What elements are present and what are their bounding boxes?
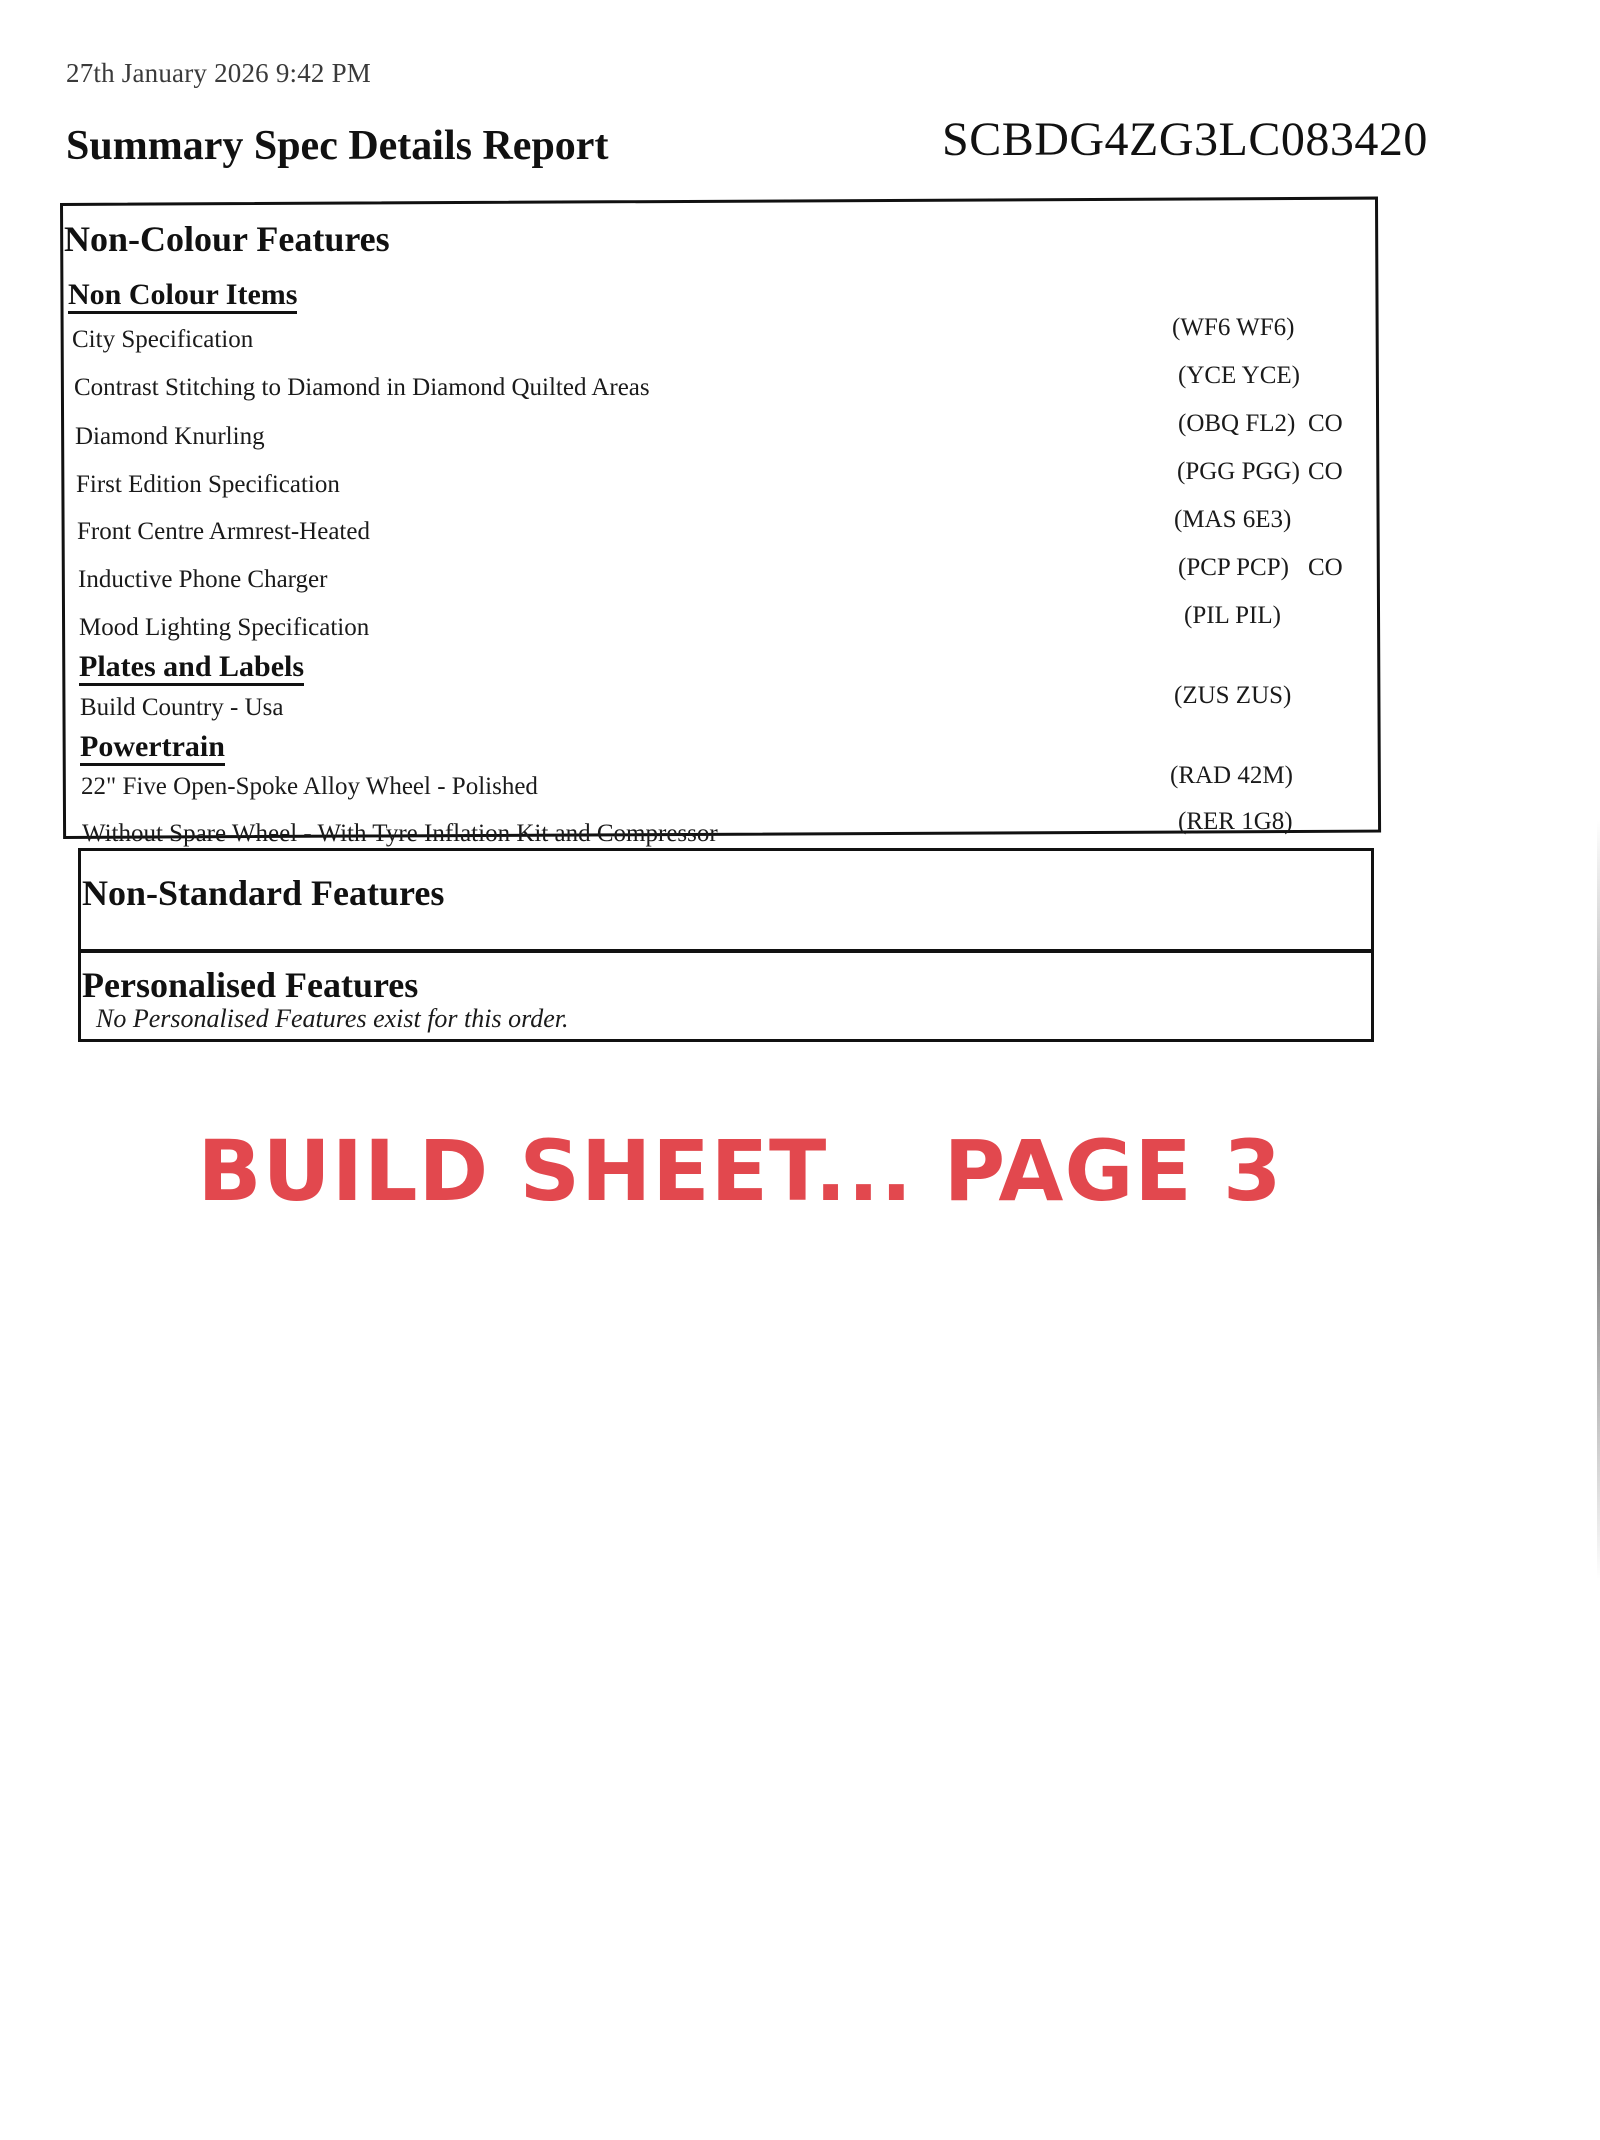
item-flag: CO <box>1308 554 1343 581</box>
item-flag: CO <box>1308 410 1343 437</box>
item-label: City Specification <box>72 326 254 353</box>
item-code: (PCP PCP) <box>1178 554 1289 581</box>
item-code: (MAS 6E3) <box>1174 506 1292 533</box>
item-label: Contrast Stitching to Diamond in Diamond Quilted Areas <box>74 374 650 401</box>
item-code: (RER 1G8) <box>1178 808 1293 835</box>
item-code: (WF6 WF6) <box>1172 314 1295 341</box>
personalised-features-note: No Personalised Features exist for this order. <box>96 1004 569 1033</box>
item-label: 22" Five Open-Spoke Alloy Wheel - Polished <box>81 773 538 800</box>
item-label: Build Country - Usa <box>80 694 284 721</box>
report-datetime: 27th January 2026 9:42 PM <box>66 58 371 88</box>
non-colour-features-title: Non-Colour Features <box>64 219 390 259</box>
item-label: Without Spare Wheel - With Tyre Inflation Kit and Compressor <box>82 820 718 847</box>
item-label: Mood Lighting Specification <box>79 614 370 641</box>
item-code: (PGG PGG) <box>1177 458 1300 485</box>
personalised-features-title: Personalised Features <box>82 965 419 1005</box>
item-code: (ZUS ZUS) <box>1174 682 1292 709</box>
item-code: (OBQ FL2) <box>1178 410 1296 437</box>
item-label: First Edition Specification <box>76 471 340 498</box>
item-label: Front Centre Armrest-Heated <box>77 518 370 545</box>
item-label: Inductive Phone Charger <box>78 566 328 593</box>
group-heading-plates-and-labels: Plates and Labels <box>79 650 304 686</box>
item-code: (RAD 42M) <box>1170 762 1293 789</box>
group-heading-non-colour-items: Non Colour Items <box>68 278 297 314</box>
report-title: Summary Spec Details Report <box>66 123 609 169</box>
item-label: Diamond Knurling <box>75 423 265 450</box>
item-flag: CO <box>1308 458 1343 485</box>
vin-number: SCBDG4ZG3LC083420 <box>942 113 1428 166</box>
non-standard-features-title: Non-Standard Features <box>82 873 445 913</box>
item-code: (PIL PIL) <box>1184 602 1281 629</box>
group-heading-powertrain: Powertrain <box>80 730 225 766</box>
item-code: (YCE YCE) <box>1178 362 1300 389</box>
build-sheet-banner: BUILD SHEET... PAGE 3 <box>197 1122 1283 1220</box>
